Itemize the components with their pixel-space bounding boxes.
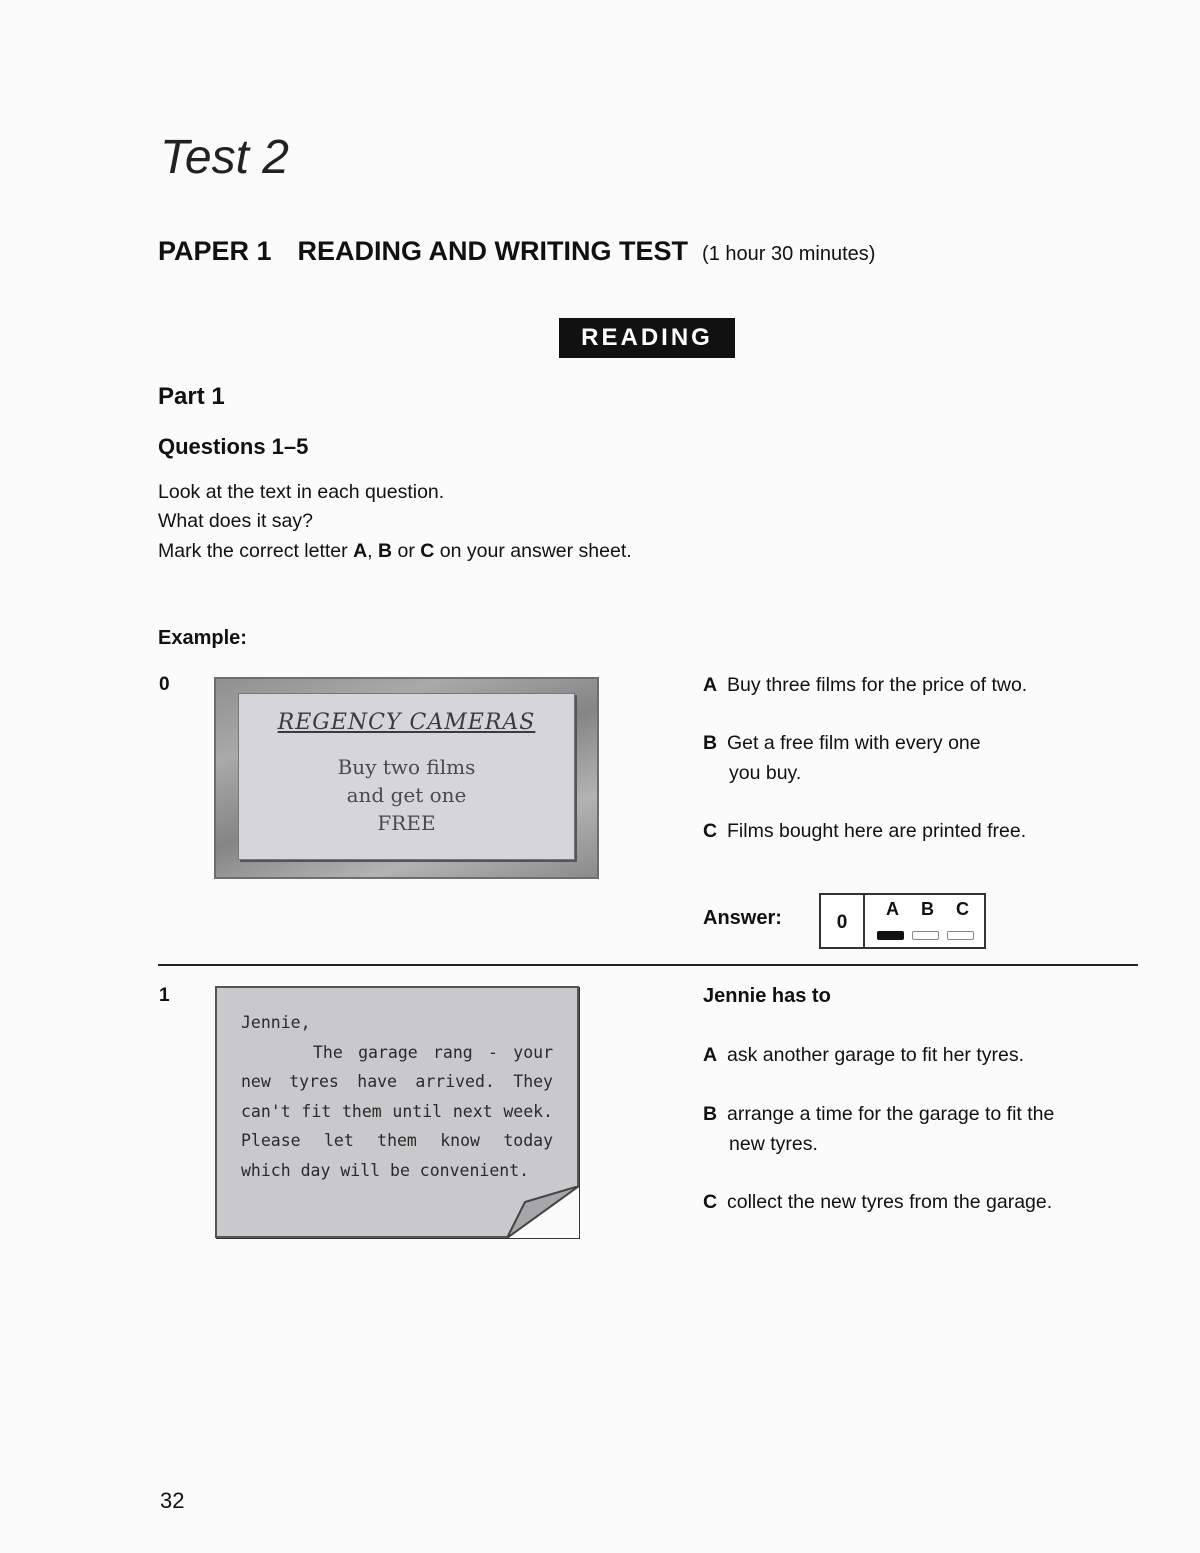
note-salutation: Jennie, <box>241 1013 311 1032</box>
option-letter: B <box>703 1103 718 1125</box>
answer-mark-c[interactable] <box>947 931 974 940</box>
option-letter: A <box>703 1044 718 1066</box>
instruction-line-2: What does it say? <box>158 510 313 532</box>
jennie-note <box>215 986 579 1238</box>
question-1-option-c[interactable] <box>703 1187 1052 1217</box>
paper-heading <box>158 236 875 267</box>
option-letter: C <box>703 1191 718 1213</box>
paper-duration: (1 hour 30 minutes) <box>702 243 876 265</box>
question-1-stem: Jennie has to <box>703 985 831 1007</box>
answer-number: 0 <box>821 895 865 947</box>
option-letter: B <box>703 732 718 754</box>
option-text: Buy three films for the price of two. <box>727 674 1028 696</box>
option-text: ask another garage to fit her tyres. <box>727 1044 1024 1066</box>
instruction-sep: , <box>367 540 378 562</box>
answer-letter-a: A <box>886 899 899 919</box>
option-letter: C <box>703 820 718 842</box>
example-label: Example: <box>158 627 247 649</box>
question-1-option-b[interactable] <box>703 1099 1054 1159</box>
answer-letters <box>875 899 980 920</box>
option-letter: A <box>703 674 718 696</box>
instruction-line-1: Look at the text in each question. <box>158 481 445 503</box>
answer-label: Answer: <box>703 907 782 929</box>
question-1-number: 1 <box>159 985 170 1006</box>
question-1-option-a[interactable] <box>703 1040 1024 1070</box>
option-text: Get a free film with every one <box>727 732 981 754</box>
test-title: Test 2 <box>160 131 289 184</box>
example-option-a[interactable] <box>703 670 1027 700</box>
option-text-continued: new tyres. <box>729 1133 818 1155</box>
notice-line: and get one <box>346 783 467 807</box>
notice-line: Buy two films <box>337 755 476 779</box>
example-option-c[interactable] <box>703 816 1026 846</box>
questions-range: Questions 1–5 <box>158 434 309 459</box>
note-text <box>241 1008 553 1185</box>
notice-title: REGENCY CAMERAS <box>277 710 536 735</box>
paper-label: PAPER 1 <box>158 236 272 266</box>
notice-body <box>239 753 574 837</box>
answer-letter-c: C <box>956 899 969 919</box>
paper-title: READING AND WRITING TEST <box>297 236 689 266</box>
page-curl-icon <box>507 1186 579 1238</box>
answer-mark-a[interactable] <box>877 931 904 940</box>
instruction-text: on your answer sheet. <box>434 540 632 562</box>
instruction-sep: or <box>392 540 421 562</box>
option-text: Films bought here are printed free. <box>727 820 1027 842</box>
instruction-text: Mark the correct letter <box>158 540 354 562</box>
section-divider <box>158 964 1138 966</box>
part-title: Part 1 <box>158 383 225 410</box>
answer-letter-b: B <box>921 899 934 919</box>
section-badge: READING <box>559 318 735 358</box>
instruction-line-3 <box>158 540 632 563</box>
notice-line: FREE <box>377 811 436 835</box>
example-option-b[interactable] <box>703 728 981 788</box>
answer-mark-b[interactable] <box>912 931 939 940</box>
note-body: The garage rang - your new tyres have arrived. They can't fit them until next week. Please let them know today which day will be convenient. <box>241 1042 553 1180</box>
option-text-continued: you buy. <box>729 762 802 784</box>
page-number: 32 <box>160 1488 185 1513</box>
answer-sheet-box <box>819 893 986 949</box>
option-text: collect the new tyres from the garage. <box>727 1191 1053 1213</box>
letter-a: A <box>353 540 368 562</box>
option-text: arrange a time for the garage to fit the <box>727 1103 1055 1125</box>
letter-b: B <box>378 540 393 562</box>
example-number: 0 <box>159 674 170 695</box>
regency-cameras-notice <box>238 693 575 860</box>
letter-c: C <box>420 540 435 562</box>
